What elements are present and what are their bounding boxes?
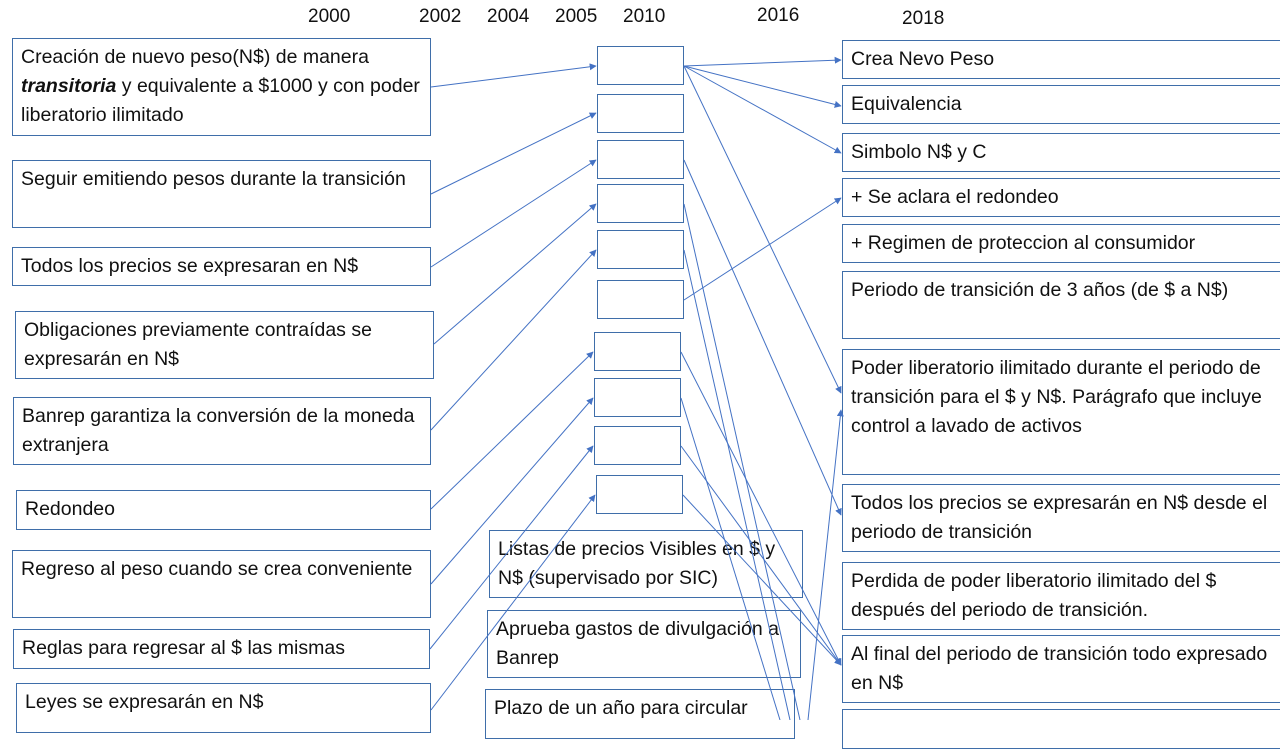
link-line xyxy=(431,250,596,430)
middle-box-text: Listas de precios Visibles en $ y N$ (supervisado por SIC) xyxy=(498,538,776,589)
year-label-2018: 2018 xyxy=(902,8,945,29)
link-line xyxy=(430,446,593,649)
link-line xyxy=(683,495,841,665)
right-box-text: Perdida de poder liberatorio ilimitado del $ después del periodo de transición. xyxy=(851,570,1217,621)
link-line xyxy=(684,66,841,153)
right-box-text: Periodo de transición de 3 años (de $ a N$) xyxy=(851,279,1229,301)
right-box-text: Simbolo N$ y C xyxy=(851,141,987,163)
link-line xyxy=(431,398,593,584)
link-line xyxy=(684,66,841,106)
left-box-text: Reglas para regresar al $ las mismas xyxy=(22,637,345,659)
link-line xyxy=(684,60,841,66)
year-label-2004: 2004 xyxy=(487,6,530,27)
left-box-text: Leyes se expresarán en N$ xyxy=(25,691,264,713)
link-line xyxy=(434,204,596,344)
year-label-2010: 2010 xyxy=(623,6,666,27)
year-label-2016: 2016 xyxy=(757,5,800,26)
link-line xyxy=(684,250,790,720)
link-line xyxy=(431,160,596,267)
left-box-text: Obligaciones previamente contraídas se expresarán en N$ xyxy=(24,319,372,370)
left-box-text-pre: Creación de nuevo peso(N$) de manera xyxy=(21,46,369,68)
year-label-2000: 2000 xyxy=(308,6,351,27)
link-line xyxy=(681,352,841,665)
link-line xyxy=(808,410,841,720)
right-box-text: Todos los precios se expresarán en N$ desde el periodo de transición xyxy=(851,492,1268,543)
middle-box-text: Aprueba gastos de divulgación a Banrep xyxy=(496,618,779,669)
left-box-text: Redondeo xyxy=(25,498,115,520)
left-box-text: Banrep garantiza la conversión de la moneda extranjera xyxy=(22,405,415,456)
left-box-text-post: y equivalente a $1000 y con poder liberatorio ilimitado xyxy=(21,75,420,126)
year-label-2002: 2002 xyxy=(419,6,462,27)
left-box-text: Todos los precios se expresaran en N$ xyxy=(21,255,359,277)
right-box-text: Poder liberatorio ilimitado durante el periodo de transición para el $ y N$. Parágrafo que incluye control a lavado de activos xyxy=(851,357,1262,437)
right-box-text: Equivalencia xyxy=(851,93,962,115)
left-box-text: Seguir emitiendo pesos durante la transición xyxy=(21,168,406,190)
link-line xyxy=(681,398,780,720)
year-label-2005: 2005 xyxy=(555,6,598,27)
right-box-text: Crea Nevo Peso xyxy=(851,48,995,70)
link-line xyxy=(684,204,800,720)
left-box-text-em: transitoria xyxy=(21,75,117,97)
link-line xyxy=(431,352,593,509)
right-box-text: + Se aclara el redondeo xyxy=(851,186,1059,208)
middle-box-text: Plazo de un año para circular xyxy=(494,697,748,719)
right-box-text: + Regimen de proteccion al consumidor xyxy=(851,232,1196,254)
link-line xyxy=(431,495,595,710)
left-box-text: Regreso al peso cuando se crea conveniente xyxy=(21,558,413,580)
link-line xyxy=(431,66,596,87)
link-line xyxy=(431,113,596,194)
right-box-text: Al final del periodo de transición todo expresado en N$ xyxy=(851,643,1268,694)
link-line xyxy=(684,66,841,393)
